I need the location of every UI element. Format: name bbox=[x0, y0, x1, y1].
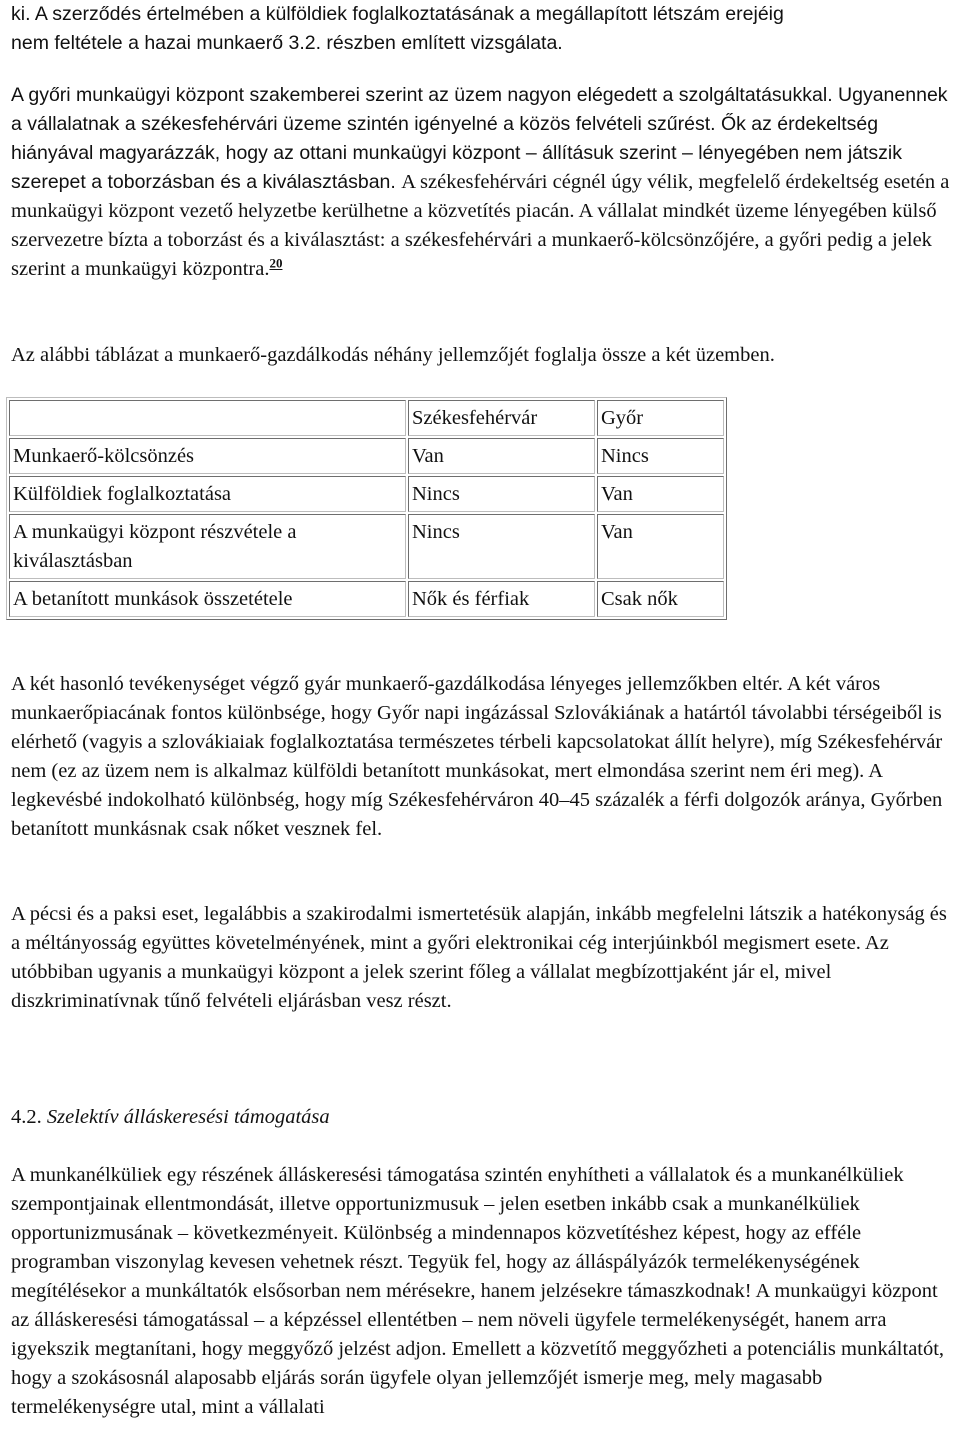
table-cell: Van bbox=[597, 514, 724, 579]
table-header-cell-empty bbox=[9, 400, 406, 436]
comparison-table bbox=[6, 397, 727, 620]
paragraph-intro-line-2: nem feltétele a hazai munkaerő 3.2. részben említett vizsgálata. bbox=[11, 32, 563, 54]
footnote-link[interactable]: 20 bbox=[269, 255, 283, 271]
table-cell: Nincs bbox=[408, 476, 595, 512]
table-cell: Csak nők bbox=[597, 581, 724, 617]
table-header-cell-szekesfehervar: Székesfehérvár bbox=[408, 400, 595, 436]
section-title: Szelektív álláskeresési támogatása bbox=[46, 1106, 330, 1128]
table-cell: A betanított munkások összetétele bbox=[9, 581, 406, 617]
section-number: 4.2. bbox=[11, 1106, 42, 1128]
table-cell: Van bbox=[408, 438, 595, 474]
paragraph-gyor-sans-text: A győri munkaügyi központ szakemberei szerint az üzem nagyon elégedett a szolgáltatásukkal. Ugyanennek a vállalatnak a székesfehérvári üzeme szintén igényelné a közös felvételi szűrést. Ők az érdekeltség hiányával magyarázzák, hogy az ottani munkaügyi központ – állításuk szerint – lényegében nem játszik szerepet a toborzásban és a kiválasztásban. bbox=[11, 84, 948, 193]
table-cell: Nők és férfiak bbox=[408, 581, 595, 617]
table-cell: Nincs bbox=[597, 438, 724, 474]
paragraph-table-intro: Az alábbi táblázat a munkaerő-gazdálkodás néhány jellemzőjét foglalja össze a két üzemben. bbox=[11, 344, 775, 366]
table-cell: Nincs bbox=[408, 514, 595, 579]
paragraph-intro-line-1: ki. A szerződés értelmében a külföldiek foglalkoztatásának a megállapított létszám erejéig bbox=[11, 3, 784, 25]
paragraph-intro bbox=[11, 0, 956, 58]
table-row bbox=[9, 581, 724, 617]
paragraph-pecs-paks: A pécsi és a paksi eset, legalábbis a szakirodalmi ismertetésük alapján, inkább megfelelni látszik a hatékonyság és a méltányosság együttes követelményének, mint a győri elektronikai cég interjúinkból megismert esete. Az utóbbiban ugyanis a munkaügyi központ a jelek szerint főleg a vállalat megbízottjaként jár el, mivel diszkriminatívnak tűnő felvételi eljárásban vesz részt. bbox=[11, 903, 947, 1012]
table-cell: Külföldiek foglalkoztatása bbox=[9, 476, 406, 512]
paragraph-gyor-serif-text: A székesfehérvári cégnél úgy vélik, megfelelő érdekeltség esetén a munkaügyi központ vezető helyzetbe kerülhetne a közvetítés piacán. A vállalat mindkét üzeme lényegében külső szervezetre bízta a toborzást és a kiválasztást: a székesfehérvári a munkaerő-kölcsönzőjére, a győri pedig a jelek szerint a munkaügyi központra. bbox=[11, 171, 950, 280]
table-row bbox=[9, 438, 724, 474]
section-heading bbox=[11, 1103, 956, 1132]
paragraph-comparison: A két hasonló tevékenységet végző gyár munkaerő-gazdálkodása lényeges jellemzőkben eltér. A két város munkaerőpiacának fontos különbsége, hogy Győr napi ingázással Szlovákiának a határtól távolabbi térségeiből is elérhető (vagyis a szlovákiaiak foglalkoztatása természetes térbeli kapcsolatokat állít helyre), míg Székesfehérvár nem (ez az üzem nem is alkalmaz külföldi betanított munkásokat, mert elmondása szerint nem éri meg). A legkevésbé indokolható különbség, hogy míg Székesfehérváron 40–45 százalék a férfi dolgozók aránya, Győrben betanított munkásnak csak nőket vesznek fel. bbox=[11, 673, 943, 840]
table-cell: A munkaügyi központ részvétele a kiválasztásban bbox=[9, 514, 406, 579]
table-cell: Munkaerő-kölcsönzés bbox=[9, 438, 406, 474]
table-header-cell-gyor: Győr bbox=[597, 400, 724, 436]
table-header-row bbox=[9, 400, 724, 436]
table-cell: Van bbox=[597, 476, 724, 512]
table-row bbox=[9, 514, 724, 579]
table-row bbox=[9, 476, 724, 512]
paragraph-job-search-support: A munkanélküliek egy részének álláskeresési támogatása szintén enyhítheti a vállalatok és a munkanélküliek szempontjainak ellentmondását, illetve opportunizmusuk – jelen esetben inkább csak a munkanélküliek opportunizmusának – következményeit. Különbség a mindennapos közvetítéshez képest, hogy az efféle programban viszonylag kevesen vehetnek részt. Tegyük fel, hogy az álláspályázók termelékenységének megítélésekor a munkáltatók elsősorban nem mérésekre, hanem jelzésekre támaszkodnak! A munkaügyi központ az álláskeresési támogatással – a képzéssel ellentétben – nem növeli ügyfele termelékenységét, hanem arra igyekszik megtanítani, hogy meggyőző jelzést adjon. Emellett a közvetítő meggyőzheti a potenciális munkáltatót, hogy a szokásosnál alaposabb eljárás során ügyfele olyan jellemzőjét ismerje meg, mely magasabb termelékenységre utal, mint a vállalati bbox=[11, 1164, 945, 1418]
paragraph-gyor-center bbox=[11, 81, 956, 284]
